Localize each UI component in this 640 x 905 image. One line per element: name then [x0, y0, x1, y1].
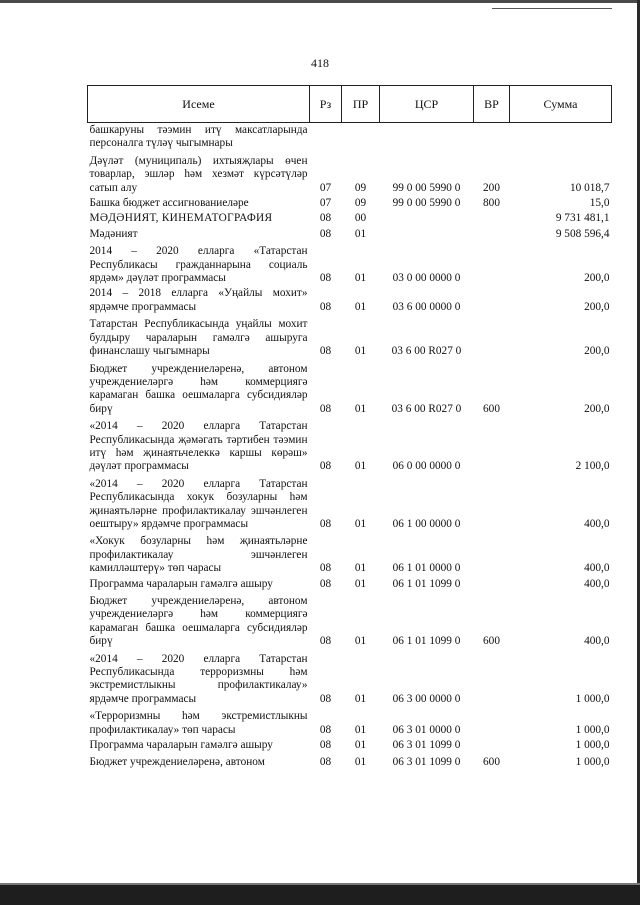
row-sum: 1 000,0 [575, 739, 610, 752]
row-csr: 06 1 01 1099 0 [392, 577, 461, 590]
table-row [88, 227, 612, 242]
row-rz: 08 [319, 212, 332, 225]
row-sum: 400,0 [584, 562, 610, 575]
row-pr: 01 [354, 635, 367, 648]
row-vr: 200 [483, 181, 500, 194]
row-rz: 08 [319, 739, 332, 752]
header-vr: ВР [474, 86, 510, 123]
row-name: «2014 – 2020 елларга Татарстан Республикасында терроризмны һәм экстремистлыкны профилактикалау» ярдәмче программасы [89, 652, 308, 705]
table-row [88, 242, 612, 286]
row-rz: 08 [319, 345, 332, 358]
row-pr: 01 [354, 562, 367, 575]
row-sum: 10 018,7 [569, 181, 610, 194]
row-rz: 07 [319, 197, 332, 210]
row-vr [474, 650, 510, 708]
header-sum: Сумма [510, 86, 612, 123]
table-row [88, 650, 612, 708]
row-rz: 08 [319, 635, 332, 648]
table-row [88, 315, 612, 359]
row-csr [380, 123, 474, 152]
row-vr [474, 227, 510, 242]
row-rz: 08 [319, 562, 332, 575]
row-pr: 01 [354, 300, 367, 313]
table-row [88, 532, 612, 576]
row-pr: 01 [354, 577, 367, 590]
scan-bottom-edge [0, 885, 640, 905]
row-pr: 01 [354, 227, 367, 240]
row-csr: 03 6 00 R027 0 [391, 345, 462, 358]
row-sum: 9 508 596,4 [555, 227, 610, 240]
row-name: Дәүләт (муниципаль) ихтыяҗлары өчен товарлар, эшләр һәм хезмәт күрсәтүләр сатып алу [89, 154, 308, 194]
table-row [88, 592, 612, 650]
row-vr: 600 [483, 756, 500, 769]
row-csr: 06 1 01 0000 0 [392, 562, 461, 575]
row-csr: 06 3 01 1099 0 [392, 739, 461, 752]
row-name: Бюджет учреждениеләренә, автоном учреждениеләргә һәм коммерциягә карамаган башка оешмаларга субсидияләр бирү [89, 595, 308, 648]
row-rz: 08 [319, 460, 332, 473]
row-name: Мәдәният [89, 227, 138, 240]
row-pr: 01 [354, 345, 367, 358]
row-name: Программа чараларын гамәлгә ашыру [89, 577, 273, 590]
row-rz [310, 123, 342, 152]
row-vr [474, 315, 510, 359]
row-csr: 06 3 01 1099 0 [392, 756, 461, 769]
row-vr [474, 738, 510, 753]
row-name: Бюджет учреждениеләренә, автоном [89, 756, 265, 769]
row-pr: 01 [354, 723, 367, 736]
row-csr: 06 3 01 0000 0 [392, 723, 461, 736]
row-sum: 200,0 [584, 300, 610, 313]
table-row [88, 286, 612, 315]
row-name: «2014 – 2020 елларга Татарстан Республикасында җәмәгать тәртибен тәэмин итү һәм җинаятьчелеккә каршы көрәш» дәүләт программасы [89, 420, 308, 473]
row-csr: 06 1 01 1099 0 [392, 635, 461, 648]
row-sum: 15,0 [589, 197, 610, 210]
table-row [88, 707, 612, 738]
scan-mark [492, 8, 612, 9]
row-csr: 03 6 00 R027 0 [391, 402, 462, 415]
row-sum: 400,0 [584, 517, 610, 530]
row-pr: 01 [354, 460, 367, 473]
row-vr [474, 532, 510, 576]
table-row [88, 123, 612, 152]
row-vr [474, 417, 510, 475]
row-pr: 01 [354, 692, 367, 705]
row-name: Башка бюджет ассигнованиеләре [89, 197, 249, 210]
row-csr: 03 0 00 0000 0 [392, 272, 461, 285]
scan-top-edge [0, 0, 640, 3]
row-sum: 400,0 [584, 635, 610, 648]
row-rz: 08 [319, 692, 332, 705]
row-vr [474, 707, 510, 738]
row-rz: 08 [319, 272, 332, 285]
row-vr: 800 [483, 197, 500, 210]
row-vr [474, 475, 510, 533]
table-row [88, 753, 612, 770]
row-pr: 09 [354, 181, 367, 194]
row-name: «2014 – 2020 елларга Татарстан Республикасында хокук бозуларны һәм җинаятьләрне профилактикалау эшчәнлеген оештыру» ярдәмче программасы [89, 477, 308, 530]
row-rz: 08 [319, 227, 332, 240]
table-row [88, 475, 612, 533]
header-pr: ПР [342, 86, 380, 123]
row-name: 2014 – 2020 елларга «Татарстан Республикасы гражданнарына социаль ярдәм» дәүләт программасы [89, 245, 308, 285]
header-csr: ЦСР [380, 86, 474, 123]
row-sum: 9 731 481,1 [555, 212, 610, 225]
row-csr [380, 227, 474, 242]
row-csr: 99 0 00 5990 0 [392, 197, 461, 210]
row-csr: 99 0 00 5990 0 [392, 181, 461, 194]
row-pr: 01 [354, 272, 367, 285]
row-pr: 00 [354, 212, 367, 225]
row-pr [342, 123, 380, 152]
budget-table [87, 85, 612, 771]
header-rz: Рз [310, 86, 342, 123]
table-row [88, 211, 612, 226]
row-vr: 600 [483, 402, 500, 415]
row-pr: 01 [354, 756, 367, 769]
row-csr: 06 1 00 0000 0 [392, 517, 461, 530]
row-csr: 06 0 00 0000 0 [392, 460, 461, 473]
row-rz: 08 [319, 402, 332, 415]
table-row [88, 577, 612, 592]
row-name: «Хокук бозуларны һәм җинаятьләрне профилактикалау эшчәнлеген камилләштерү» төп чарасы [89, 535, 308, 575]
row-vr [474, 123, 510, 152]
page-number: 418 [311, 56, 329, 70]
row-sum [510, 123, 612, 152]
row-name: «Терроризмны һәм экстремистлыкны профилактикалау» төп чарасы [89, 710, 308, 736]
row-sum: 200,0 [584, 272, 610, 285]
row-pr: 01 [354, 517, 367, 530]
row-vr [474, 286, 510, 315]
row-name: башкаруны тәэмин итү максатларында персоналга түләү чыгымнары [89, 124, 308, 150]
row-name: Программа чараларын гамәлгә ашыру [89, 739, 273, 752]
row-vr [474, 577, 510, 592]
row-sum: 1 000,0 [575, 723, 610, 736]
row-csr: 06 3 00 0000 0 [392, 692, 461, 705]
table-row [88, 738, 612, 753]
row-rz: 07 [319, 181, 332, 194]
row-rz: 08 [319, 723, 332, 736]
row-vr [474, 242, 510, 286]
row-csr: 03 6 00 0000 0 [392, 300, 461, 313]
row-pr: 09 [354, 197, 367, 210]
row-csr [380, 211, 474, 226]
table-row [88, 152, 612, 196]
row-name: 2014 – 2018 елларга «Уңайлы мохит» ярдәмче программасы [89, 287, 308, 313]
table-row [88, 417, 612, 475]
row-sum: 2 100,0 [575, 460, 610, 473]
header-name: Исеме [88, 86, 310, 123]
row-rz: 08 [319, 517, 332, 530]
table-row [88, 360, 612, 418]
table-row [88, 196, 612, 211]
row-rz: 08 [319, 577, 332, 590]
row-rz: 08 [319, 300, 332, 313]
row-name: МӘДӘНИЯТ, КИНЕМАТОГРАФИЯ [89, 212, 273, 225]
row-vr: 600 [483, 635, 500, 648]
row-sum: 1 000,0 [575, 692, 610, 705]
row-sum: 1 000,0 [575, 756, 610, 769]
row-sum: 200,0 [584, 402, 610, 415]
row-rz: 08 [319, 756, 332, 769]
row-pr: 01 [354, 739, 367, 752]
row-name: Татарстан Республикасында уңайлы мохит булдыру чараларын гамәлгә ашыруга финанслашу чыгымнары [89, 318, 308, 358]
row-pr: 01 [354, 402, 367, 415]
table-header-row [88, 86, 612, 123]
row-vr [474, 211, 510, 226]
row-name: Бюджет учреждениеләренә, автоном учреждениеләргә һәм коммерциягә карамаган башка оешмаларга субсидияләр бирү [89, 362, 308, 415]
row-sum: 200,0 [584, 345, 610, 358]
row-sum: 400,0 [584, 577, 610, 590]
